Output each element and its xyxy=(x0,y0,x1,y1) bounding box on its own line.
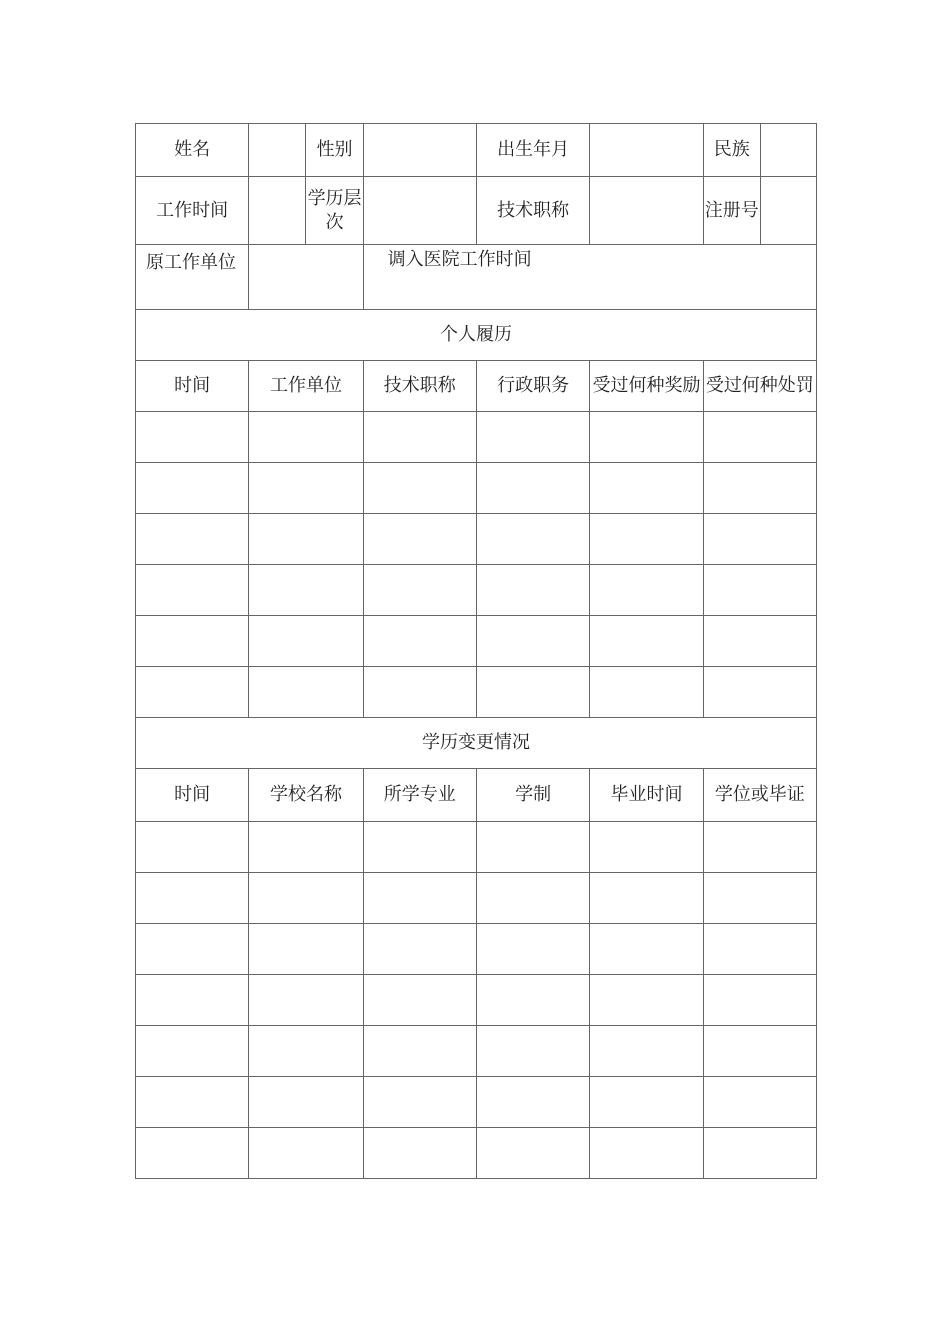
resume-cell[interactable] xyxy=(703,667,816,718)
education-cell[interactable] xyxy=(363,1026,476,1077)
education-cell[interactable] xyxy=(703,822,816,873)
resume-cell[interactable] xyxy=(363,412,476,463)
education-cell[interactable] xyxy=(476,975,589,1026)
education-row xyxy=(136,873,817,924)
education-cell[interactable] xyxy=(249,975,363,1026)
education-cell[interactable] xyxy=(363,822,476,873)
resume-cell[interactable] xyxy=(590,565,703,616)
education-header-duration: 学制 xyxy=(476,769,589,822)
resume-cell[interactable] xyxy=(249,412,363,463)
resume-cell[interactable] xyxy=(476,565,589,616)
education-cell[interactable] xyxy=(476,1128,589,1179)
resume-cell[interactable] xyxy=(136,667,249,718)
education-row xyxy=(136,1026,817,1077)
education-cell[interactable] xyxy=(363,975,476,1026)
education-cell[interactable] xyxy=(476,1077,589,1128)
education-cell[interactable] xyxy=(136,1026,249,1077)
resume-cell[interactable] xyxy=(249,514,363,565)
education-cell[interactable] xyxy=(703,975,816,1026)
education-cell[interactable] xyxy=(363,1077,476,1128)
resume-header-awards: 受过何种奖励 xyxy=(590,361,703,412)
education-cell[interactable] xyxy=(249,822,363,873)
resume-cell[interactable] xyxy=(476,667,589,718)
resume-cell[interactable] xyxy=(249,667,363,718)
education-cell[interactable] xyxy=(363,1128,476,1179)
education-cell[interactable] xyxy=(363,873,476,924)
resume-row xyxy=(136,667,817,718)
education-cell[interactable] xyxy=(703,1026,816,1077)
work-start-label: 工作时间 xyxy=(136,177,249,245)
education-header-school: 学校名称 xyxy=(249,769,363,822)
resume-cell[interactable] xyxy=(476,463,589,514)
education-header-major: 所学专业 xyxy=(363,769,476,822)
education-cell[interactable] xyxy=(590,822,703,873)
education-cell[interactable] xyxy=(590,924,703,975)
resume-header-tech-title: 技术职称 xyxy=(363,361,476,412)
education-cell[interactable] xyxy=(249,1077,363,1128)
resume-title: 个人履历 xyxy=(136,310,817,361)
ethnicity-value[interactable] xyxy=(760,124,816,177)
name-value[interactable] xyxy=(249,124,306,177)
resume-cell[interactable] xyxy=(136,514,249,565)
resume-header-admin-post: 行政职务 xyxy=(476,361,589,412)
education-title-row xyxy=(136,718,817,769)
form-table xyxy=(135,123,817,1179)
info-row-3 xyxy=(136,245,817,310)
resume-cell[interactable] xyxy=(363,565,476,616)
education-cell[interactable] xyxy=(249,924,363,975)
education-header-time: 时间 xyxy=(136,769,249,822)
tech-title-label: 技术职称 xyxy=(476,177,589,245)
education-cell[interactable] xyxy=(590,975,703,1026)
education-cell[interactable] xyxy=(703,873,816,924)
resume-cell[interactable] xyxy=(249,463,363,514)
education-title: 学历变更情况 xyxy=(136,718,817,769)
former-unit-value[interactable] xyxy=(249,245,363,310)
education-level-label: 学历层次 xyxy=(306,177,363,245)
education-header-row xyxy=(136,769,817,822)
gender-label: 性别 xyxy=(306,124,363,177)
education-cell[interactable] xyxy=(703,924,816,975)
education-cell[interactable] xyxy=(136,1128,249,1179)
resume-cell[interactable] xyxy=(590,667,703,718)
resume-title-row xyxy=(136,310,817,361)
resume-cell[interactable] xyxy=(363,616,476,667)
education-level-value[interactable] xyxy=(363,177,476,245)
resume-cell[interactable] xyxy=(703,514,816,565)
resume-cell[interactable] xyxy=(136,412,249,463)
birth-label: 出生年月 xyxy=(476,124,589,177)
resume-row xyxy=(136,514,817,565)
education-cell[interactable] xyxy=(136,822,249,873)
resume-row xyxy=(136,616,817,667)
education-cell[interactable] xyxy=(249,1026,363,1077)
resume-row xyxy=(136,463,817,514)
info-row-1 xyxy=(136,124,817,177)
ethnicity-label: 民族 xyxy=(703,124,760,177)
gender-value[interactable] xyxy=(363,124,476,177)
registration-label: 注册号 xyxy=(703,177,760,245)
education-cell[interactable] xyxy=(136,873,249,924)
transfer-time-label[interactable]: 调入医院工作时间 xyxy=(363,245,816,310)
resume-cell[interactable] xyxy=(476,412,589,463)
education-cell[interactable] xyxy=(136,924,249,975)
resume-cell[interactable] xyxy=(590,514,703,565)
education-cell[interactable] xyxy=(703,1077,816,1128)
education-cell[interactable] xyxy=(476,1026,589,1077)
resume-cell[interactable] xyxy=(703,616,816,667)
resume-cell[interactable] xyxy=(136,463,249,514)
resume-header-unit: 工作单位 xyxy=(249,361,363,412)
education-cell[interactable] xyxy=(249,1128,363,1179)
resume-cell[interactable] xyxy=(476,616,589,667)
resume-cell[interactable] xyxy=(136,616,249,667)
education-cell[interactable] xyxy=(590,1128,703,1179)
resume-cell[interactable] xyxy=(703,412,816,463)
education-cell[interactable] xyxy=(136,1077,249,1128)
resume-header-penalties: 受过何种处罚 xyxy=(703,361,816,412)
education-row xyxy=(136,1128,817,1179)
resume-cell[interactable] xyxy=(590,616,703,667)
education-cell[interactable] xyxy=(476,822,589,873)
resume-cell[interactable] xyxy=(590,463,703,514)
registration-value[interactable] xyxy=(760,177,816,245)
work-start-value[interactable] xyxy=(249,177,306,245)
info-row-2 xyxy=(136,177,817,245)
resume-cell[interactable] xyxy=(249,565,363,616)
education-header-graduation: 毕业时间 xyxy=(590,769,703,822)
education-row xyxy=(136,975,817,1026)
resume-row xyxy=(136,565,817,616)
education-row xyxy=(136,822,817,873)
resume-cell[interactable] xyxy=(476,514,589,565)
resume-cell[interactable] xyxy=(363,514,476,565)
education-cell[interactable] xyxy=(363,924,476,975)
resume-cell[interactable] xyxy=(363,667,476,718)
resume-header-row xyxy=(136,361,817,412)
resume-cell[interactable] xyxy=(590,412,703,463)
education-header-degree: 学位或毕证 xyxy=(703,769,816,822)
name-label: 姓名 xyxy=(136,124,249,177)
birth-value[interactable] xyxy=(590,124,703,177)
education-cell[interactable] xyxy=(249,873,363,924)
resume-cell[interactable] xyxy=(249,616,363,667)
education-cell[interactable] xyxy=(590,1026,703,1077)
resume-cell[interactable] xyxy=(363,463,476,514)
education-cell[interactable] xyxy=(136,975,249,1026)
resume-cell[interactable] xyxy=(136,565,249,616)
former-unit-label: 原工作单位 xyxy=(136,245,249,310)
education-cell[interactable] xyxy=(703,1128,816,1179)
resume-row xyxy=(136,412,817,463)
education-cell[interactable] xyxy=(476,873,589,924)
education-cell[interactable] xyxy=(590,873,703,924)
personnel-form xyxy=(135,123,817,1179)
tech-title-value[interactable] xyxy=(590,177,703,245)
education-row xyxy=(136,924,817,975)
education-cell[interactable] xyxy=(476,924,589,975)
resume-cell[interactable] xyxy=(703,463,816,514)
education-cell[interactable] xyxy=(590,1077,703,1128)
resume-header-time: 时间 xyxy=(136,361,249,412)
resume-cell[interactable] xyxy=(703,565,816,616)
education-row xyxy=(136,1077,817,1128)
